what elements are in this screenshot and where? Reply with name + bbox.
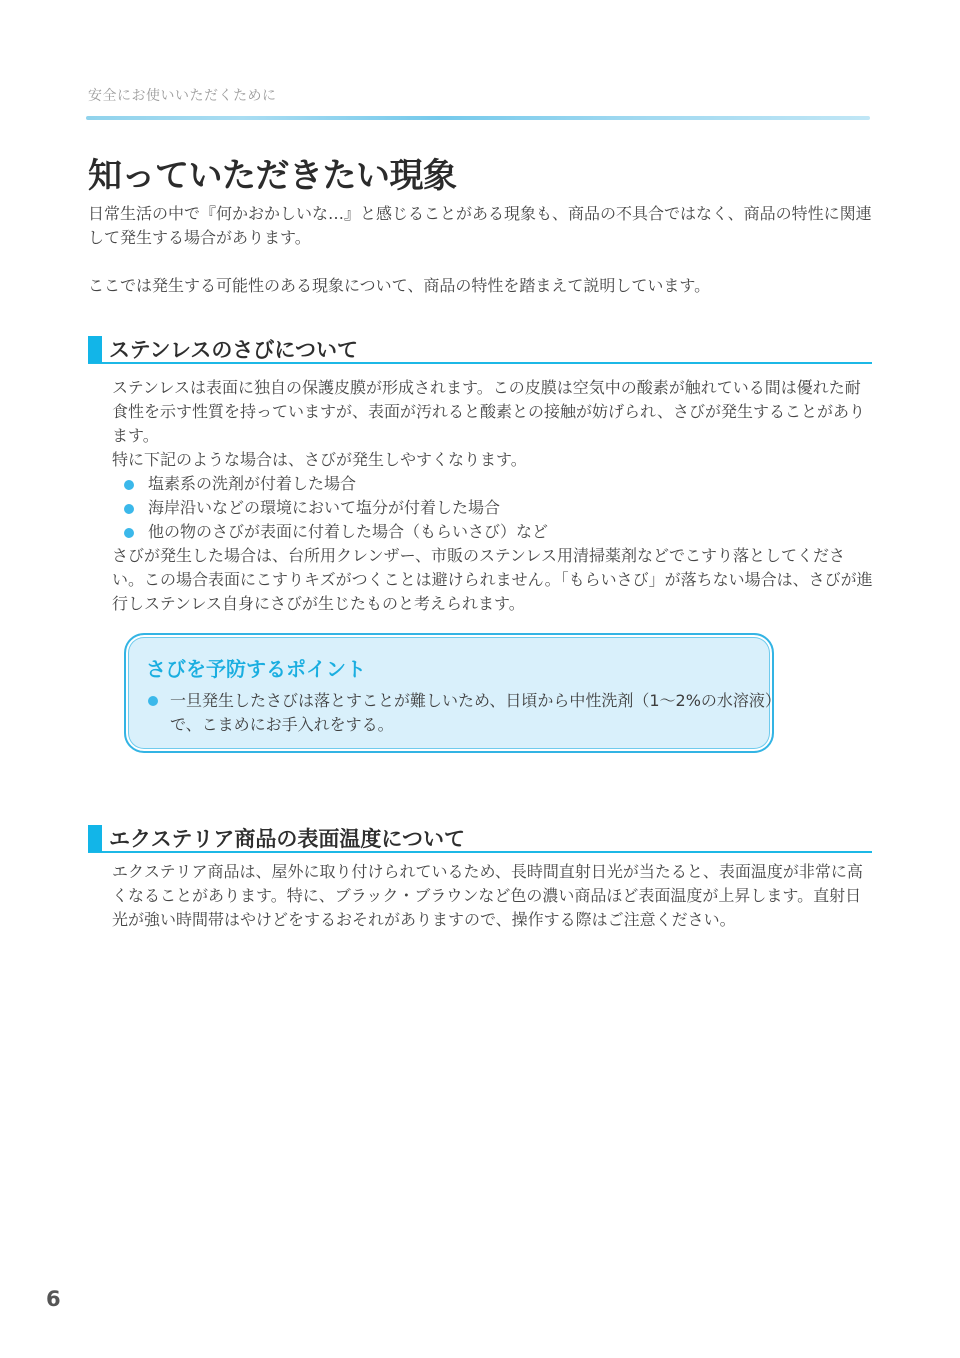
bullet-icon — [124, 480, 134, 490]
heading-accent-bar — [88, 825, 102, 852]
tip-title: さびを予防するポイント — [146, 657, 366, 681]
running-head: 安全にお使いいただくために — [88, 88, 277, 104]
section-heading-label: エクステリア商品の表面温度について — [109, 827, 465, 851]
surface-temperature-paragraph: エクステリア商品は、屋外に取り付けられているため、長時間直射日光が当たると、表面温度が非常に高くなることがあります。特に、ブラック・ブラウンなど色の濃い商品ほど表面温度が上昇します。直射日光が強い時間帯はやけどをするおそれがありますので、操作する際はご注意ください。 — [112, 862, 863, 929]
stainless-paragraph-2: 特に下記のような場合は、さびが発生しやすくなります。 — [112, 450, 527, 469]
heading-accent-bar — [88, 336, 102, 363]
bullet-icon — [124, 504, 134, 514]
tip-item: 一旦発生したさびは落とすことが難しいため、日頃から中性洗剤（1～2%の水溶液）で、こまめにお手入れをする。 — [146, 689, 780, 737]
section-heading-label: ステンレスのさびについて — [109, 338, 358, 362]
intro-paragraph-2: ここでは発生する可能性のある現象について、商品の特性を踏まえて説明しています。 — [88, 276, 711, 295]
list-item: 海岸沿いなどの環境において塩分が付着した場合 — [122, 496, 548, 520]
list-item: 他の物のさびが表面に付着した場合（もらいさび）など — [122, 520, 548, 544]
bullet-icon — [148, 696, 158, 706]
section-heading-stainless-rust — [88, 334, 872, 364]
intro-paragraph: 日常生活の中で『何かおかしいな…』と感じることがある現象も、商品の不具合ではなく、商品の特性に関連して発生する場合があります。 — [88, 204, 872, 247]
page-title: 知っていただきたい現象 — [88, 156, 457, 196]
rust-cause-list — [122, 472, 548, 544]
section-heading-surface-temperature — [88, 823, 872, 853]
bullet-icon — [124, 528, 134, 538]
page-number: 6 — [46, 1287, 61, 1311]
stainless-paragraph-1: ステンレスは表面に独自の保護皮膜が形成されます。この皮膜は空気中の酸素が触れている間は優れた耐食性を示す性質を持っていますが、表面が汚れると酸素との接触が妨げられ、さびが発生することがあります。 — [112, 378, 865, 445]
rust-prevention-tip-box — [124, 633, 774, 753]
list-item: 塩素系の洗剤が付着した場合 — [122, 472, 548, 496]
header-rule — [86, 116, 870, 120]
stainless-paragraph-3: さびが発生した場合は、台所用クレンザー、市販のステンレス用清掃薬剤などでこすり落としてください。この場合表面にこすりキズがつくことは避けられません。「もらいさび」が落ちない場合は、さびが進行しステンレス自身にさびが生じたものと考えられます。 — [112, 546, 873, 613]
